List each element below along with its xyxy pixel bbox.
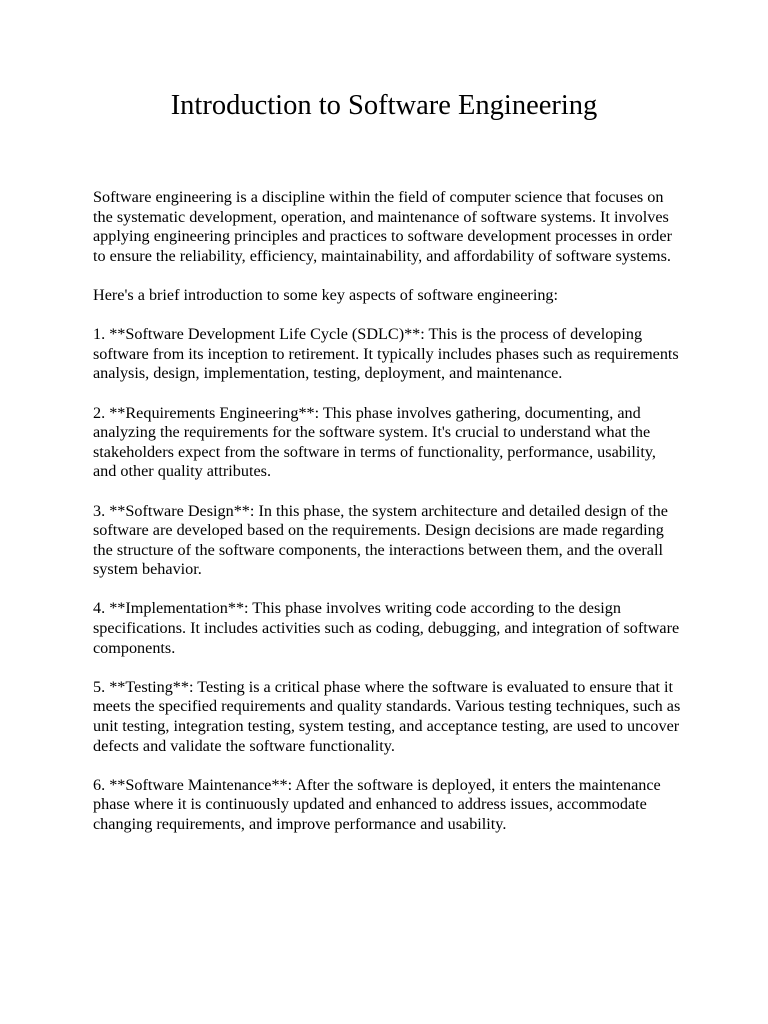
requirements-paragraph: 2. **Requirements Engineering**: This phase involves gathering, documenting, and analyzing the requirements for the software system. It's crucial to understand what the stakeholders expect from the software in terms of functionality, performance, usability, and other quality attributes.: [93, 403, 656, 481]
testing-paragraph: 5. **Testing**: Testing is a critical phase where the software is evaluated to ensure that it meets the specified requirements and quality standards. Various testing techniques, such as unit testing, integration testing, system testing, and acceptance testing, are used to uncover defects and validate the software functionality.: [93, 677, 681, 755]
implementation-paragraph: 4. **Implementation**: This phase involves writing code according to the design specifications. It includes activities such as coding, debugging, and integration of software components.: [93, 599, 680, 657]
sdlc-paragraph: 1. **Software Development Life Cycle (SDLC)**: This is the process of developing software from its inception to retirement. It typically includes phases such as requirements analysis, design, implementation, testing, deployment, and maintenance.: [93, 325, 679, 383]
maintenance-paragraph: 6. **Software Maintenance**: After the software is deployed, it enters the maintenance phase where it is continuously updated and enhanced to address issues, accommodate changing requirements, and improve performance and usability.: [93, 775, 661, 833]
design-paragraph: 3. **Software Design**: In this phase, the system architecture and detailed design of the software are developed based on the requirements. Design decisions are made regarding the structure of the software components, the interactions between them, and the overall system behavior.: [93, 501, 668, 579]
page-title: Introduction to Software Engineering: [170, 90, 598, 121]
key-aspects-intro: Here's a brief introduction to some key aspects of software engineering:: [93, 285, 559, 304]
intro-paragraph: Software engineering is a discipline within the field of computer science that focuses on the systematic development, operation, and maintenance of software systems. It involves applying engineering principles and practices to software development processes in order to ensure the reliability, efficiency, maintainability, and affordability of software systems.: [93, 188, 672, 265]
document-body: [93, 188, 683, 854]
